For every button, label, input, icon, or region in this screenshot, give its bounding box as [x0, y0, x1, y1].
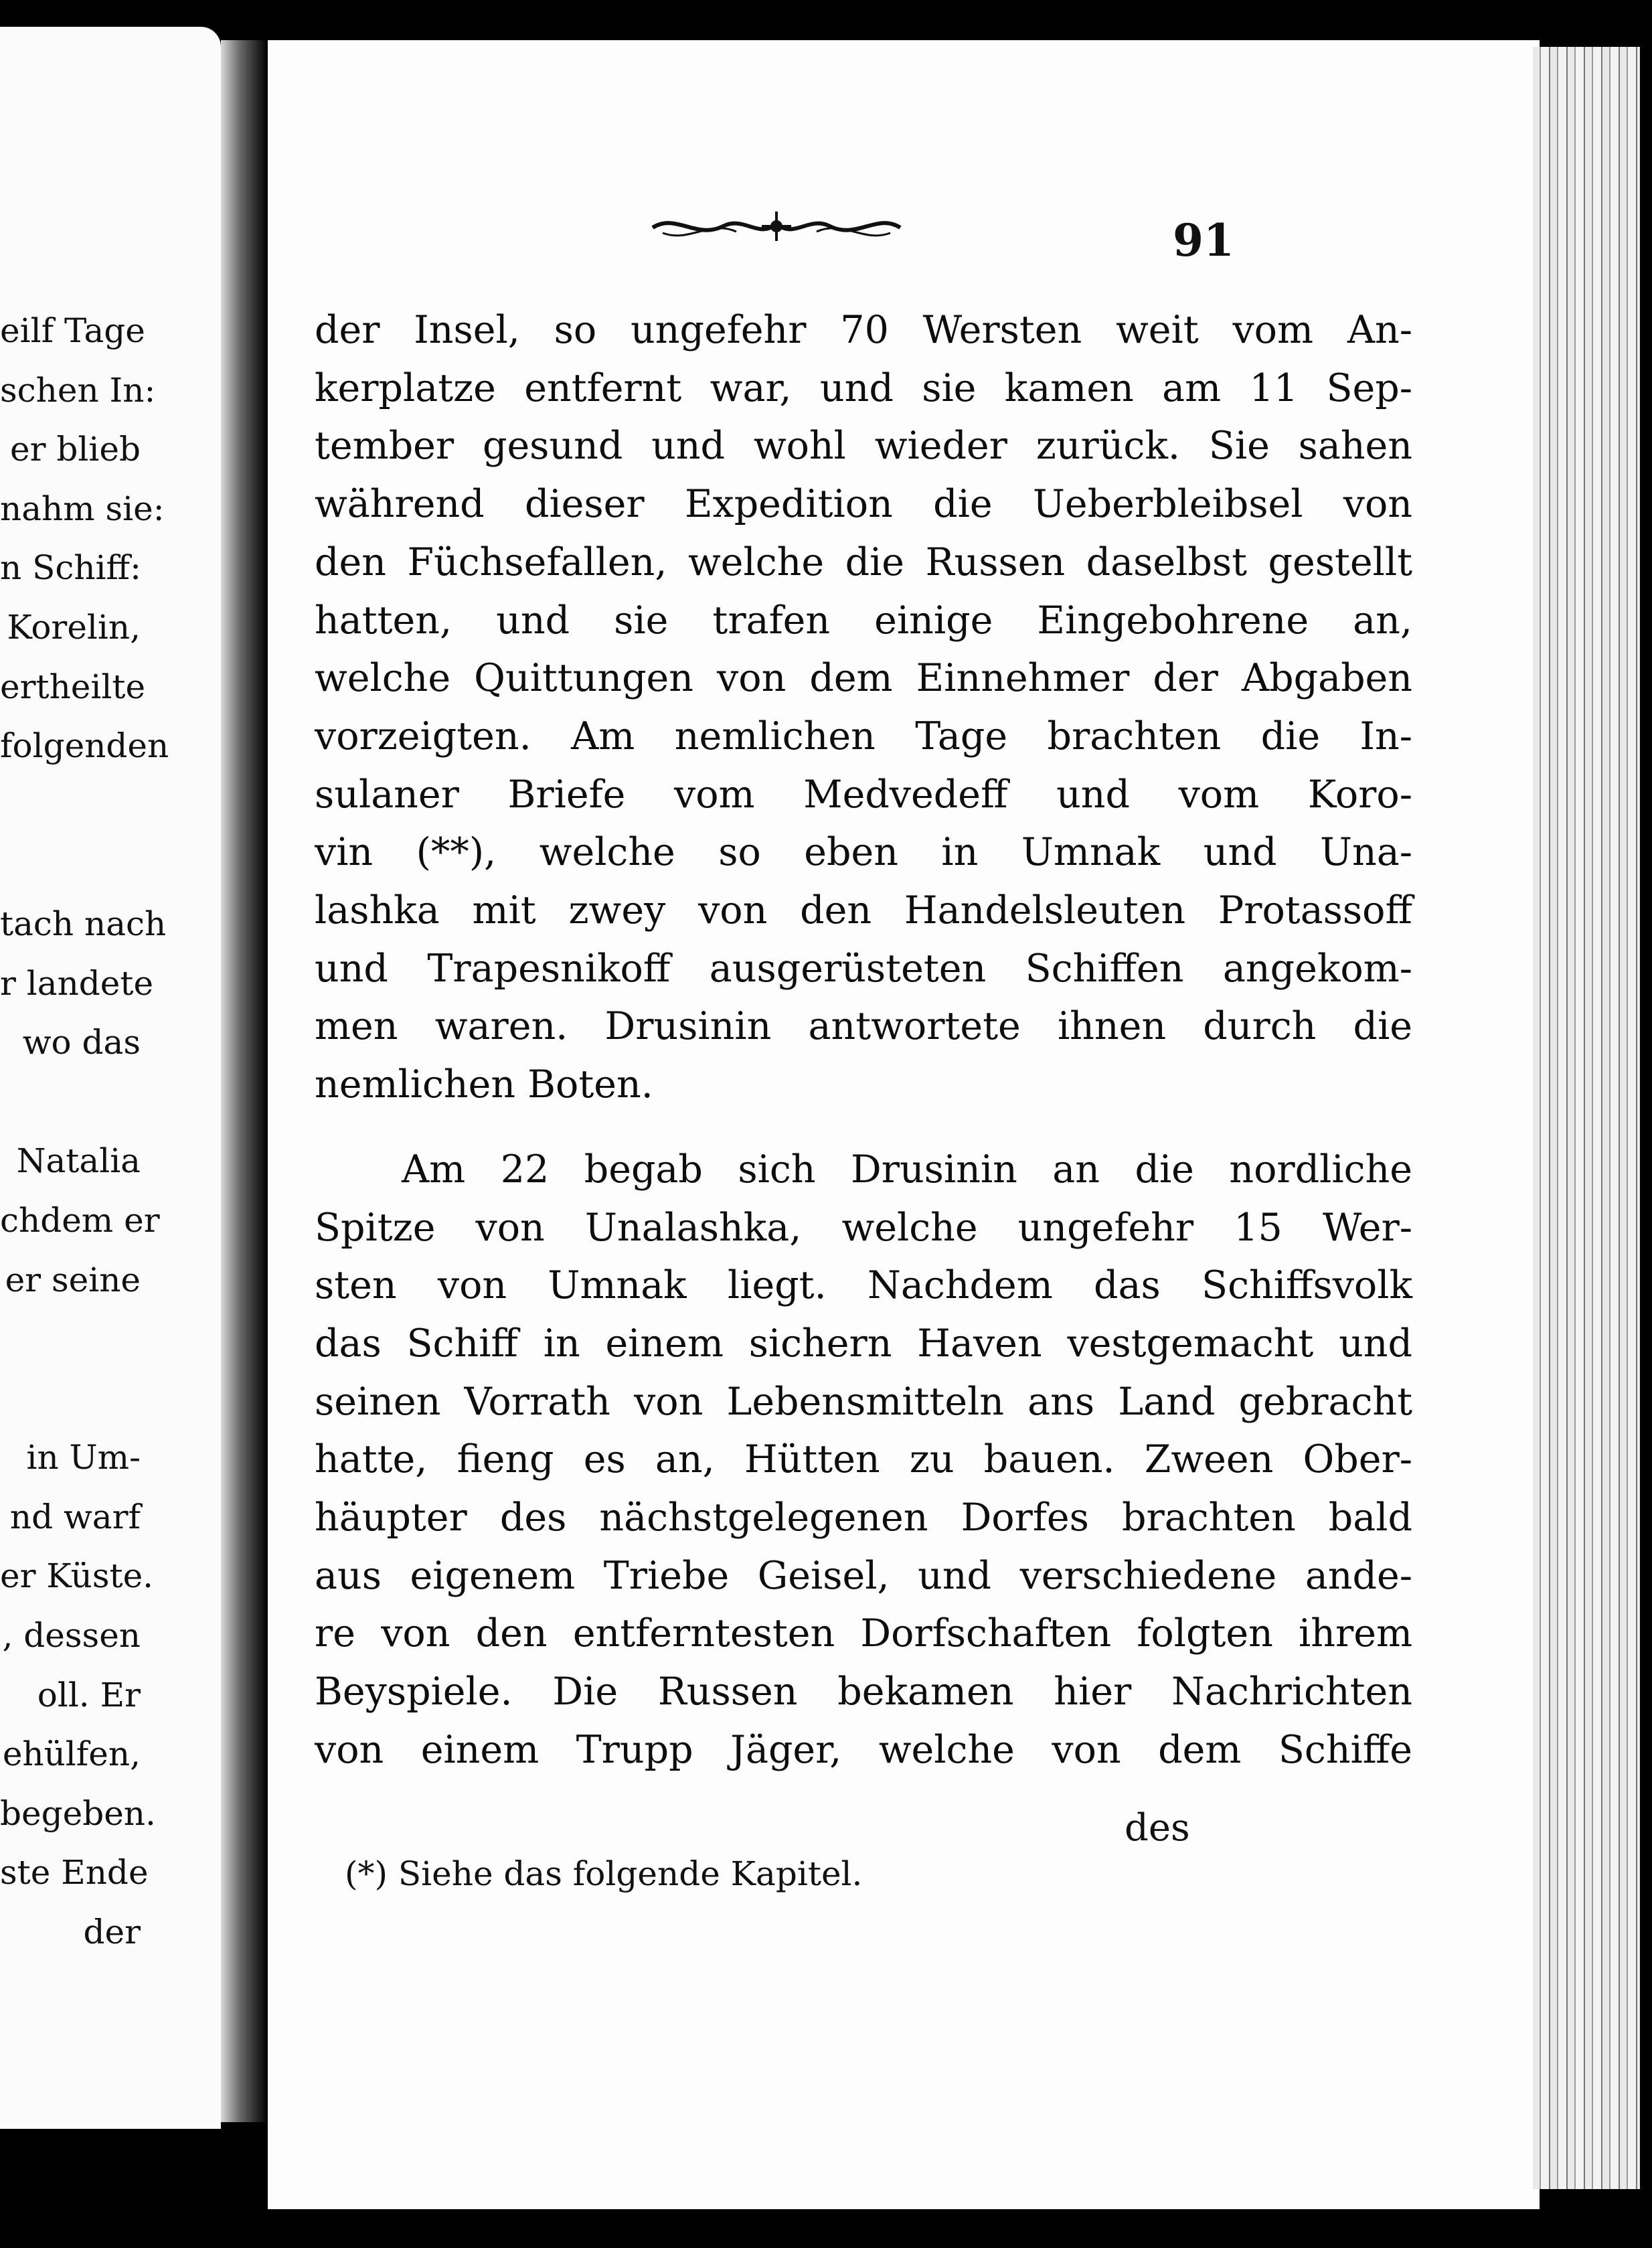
paragraph-1: [315, 301, 1412, 1114]
text-line: seinen Vorrath von Lebensmitteln ans Land gebracht: [315, 1379, 1412, 1424]
facing-page-line: er Küste.: [0, 1556, 154, 1596]
text-line: tember gesund und wohl wieder zurück. Sie sahen: [315, 424, 1412, 469]
text-line: hatten, und sie trafen einige Eingebohrene an,: [315, 598, 1412, 643]
facing-page-line: nd warf: [9, 1497, 141, 1536]
facing-page-line: er blieb: [10, 430, 141, 469]
text-line: vin (**), welche so eben in Umnak und Una-: [315, 830, 1412, 875]
text-line: Am 22 begab sich Drusinin an die nordliche: [402, 1147, 1412, 1192]
facing-page-line: [0, 1309, 141, 1369]
facing-page-line: [0, 776, 141, 835]
text-line: den Füchsefallen, welche die Russen daselbst gestellt: [315, 540, 1412, 584]
facing-page-line: er seine: [5, 1260, 141, 1299]
facing-page-line: Natalia: [16, 1141, 141, 1181]
text-line: welche Quittungen von dem Einnehmer der Abgaben: [315, 656, 1412, 701]
facing-page-line: oll. Er: [37, 1675, 141, 1714]
page-body: [315, 301, 1412, 1779]
facing-page-line: begeben.: [0, 1793, 156, 1833]
facing-page-line: n Schiff:: [0, 548, 141, 588]
facing-page-line: Korelin,: [7, 607, 141, 647]
page-edges: [1533, 47, 1640, 2189]
page-number: 91: [1173, 214, 1234, 266]
text-line: von einem Trupp Jäger, welche von dem Schiffe: [315, 1727, 1412, 1772]
text-line: hatte, fieng es an, Hütten zu bauen. Zween Ober-: [315, 1437, 1412, 1482]
book-gutter: [221, 40, 268, 2122]
text-line: sulaner Briefe vom Medvedeff und vom Koro-: [315, 772, 1412, 817]
footnote: (*) Siehe das folgende Kapitel.: [345, 1854, 863, 1893]
facing-page-line: in Um-: [26, 1438, 141, 1477]
catchword: des: [1125, 1806, 1190, 1850]
facing-page-line: der: [83, 1913, 141, 1952]
text-line: aus eigenem Triebe Geisel, und verschiedene ande-: [315, 1553, 1412, 1598]
text-line: re von den entferntesten Dorfschaften folgten ihrem: [315, 1611, 1412, 1656]
facing-page-line: folgenden: [0, 726, 169, 766]
paragraph-2: [315, 1141, 1412, 1779]
facing-page-line: ertheilte: [0, 667, 146, 706]
facing-page-line: [0, 835, 141, 894]
text-line: der Insel, so ungefehr 70 Wersten weit vom An-: [315, 308, 1412, 352]
text-line: das Schiff in einem sichern Haven vestgemacht und: [315, 1321, 1412, 1366]
facing-page-line: , dessen: [2, 1616, 141, 1656]
facing-page: [0, 27, 221, 2129]
text-line: lashka mit zwey von den Handelsleuten Protassoff: [315, 888, 1412, 933]
facing-page-line: nahm sie:: [0, 489, 165, 528]
text-line: häupter des nächstgelegenen Dorfes brachten bald: [315, 1496, 1412, 1540]
text-line: Spitze von Unalashka, welche ungefehr 15 Wer-: [315, 1205, 1412, 1250]
text-line: und Trapesnikoff ausgerüsteten Schiffen angekom-: [315, 946, 1412, 991]
header-ornament-icon: [649, 206, 904, 246]
facing-page-line: chdem er: [0, 1200, 160, 1240]
facing-page-line: [0, 1072, 141, 1132]
facing-page-line: eilf Tage: [0, 311, 145, 350]
text-line: nemlichen Boten.: [315, 1062, 653, 1107]
facing-page-line: r landete: [0, 963, 154, 1003]
facing-page-line: ste Ende: [0, 1853, 149, 1893]
text-line: Beyspiele. Die Russen bekamen hier Nachrichten: [315, 1670, 1412, 1714]
text-line: vorzeigten. Am nemlichen Tage brachten die In-: [315, 714, 1412, 758]
facing-page-line: tach nach: [0, 904, 167, 943]
text-line: kerplatze entfernt war, und sie kamen am 11 Sep-: [315, 366, 1412, 410]
facing-page-line: ehülfen,: [2, 1735, 141, 1774]
facing-page-text: [0, 301, 169, 1962]
text-line: während dieser Expedition die Ueberbleibsel von: [315, 482, 1412, 527]
facing-page-line: wo das: [22, 1023, 141, 1062]
facing-page-line: [0, 1369, 141, 1429]
facing-page-line: schen In:: [0, 370, 156, 410]
text-line: sten von Umnak liegt. Nachdem das Schiffsvolk: [315, 1263, 1412, 1308]
text-line: men waren. Drusinin antwortete ihnen durch die: [315, 1004, 1412, 1049]
